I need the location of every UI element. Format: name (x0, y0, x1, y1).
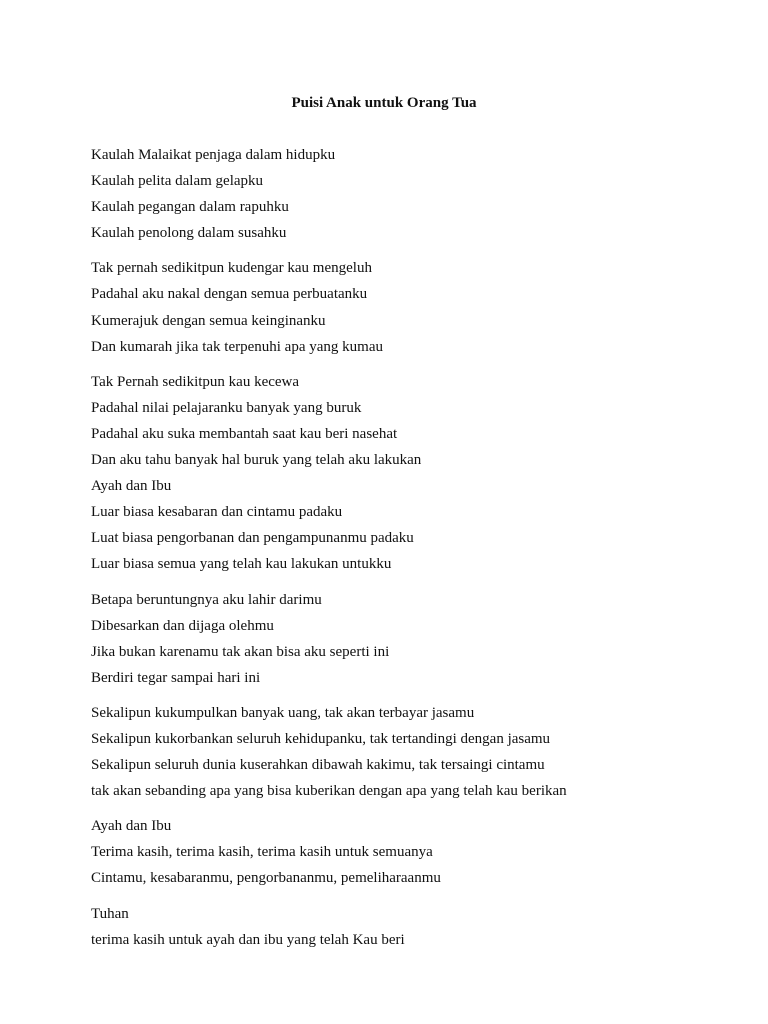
poem-line: Luat biasa pengorbanan dan pengampunanmu padaku (91, 530, 414, 547)
poem-line: Tak pernah sedikitpun kudengar kau mengeluh (91, 260, 372, 277)
poem-line: Luar biasa kesabaran dan cintamu padaku (91, 504, 343, 521)
poem-body (91, 142, 731, 962)
stanza (91, 142, 731, 246)
poem-line: Dan kumarah jika tak terpenuhi apa yang kumau (91, 338, 383, 355)
poem-line: Ayah dan Ibu (91, 478, 172, 495)
poem-line: Ayah dan Ibu (91, 818, 172, 835)
poem-line: Tak Pernah sedikitpun kau kecewa (91, 373, 300, 390)
poem-line: Sekalipun kukumpulkan banyak uang, tak akan terbayar jasamu (91, 704, 475, 721)
poem-line: Dibesarkan dan dijaga olehmu (91, 617, 274, 634)
poem-line: Terima kasih, terima kasih, terima kasih untuk semuanya (91, 844, 433, 861)
stanza (91, 255, 731, 359)
poem-line: Kumerajuk dengan semua keinginanku (91, 312, 326, 329)
poem-line: Padahal aku suka membantah saat kau beri nasehat (91, 425, 398, 442)
stanza (91, 700, 731, 804)
poem-line: Cintamu, kesabaranmu, pengorbananmu, pemeliharaanmu (91, 870, 441, 887)
poem-line: Jika bukan karenamu tak akan bisa aku seperti ini (91, 643, 390, 660)
poem-line: terima kasih untuk ayah dan ibu yang telah Kau beri (91, 931, 405, 948)
poem-line: Kaulah Malaikat penjaga dalam hidupku (91, 147, 336, 163)
poem-line: Kaulah penolong dalam susahku (91, 225, 287, 242)
poem-line: Padahal nilai pelajaranku banyak yang buruk (91, 399, 362, 416)
poem-line: Padahal aku nakal dengan semua perbuatanku (91, 286, 368, 303)
stanza (91, 587, 731, 691)
poem-line: Sekalipun kukorbankan seluruh kehidupanku, tak tertandingi dengan jasamu (91, 730, 551, 747)
poem-line: tak akan sebanding apa yang bisa kuberikan dengan apa yang telah kau berikan (91, 783, 567, 800)
poem-line: Luar biasa semua yang telah kau lakukan untukku (91, 556, 392, 573)
stanza (91, 813, 731, 891)
poem-line: Kaulah pegangan dalam rapuhku (91, 199, 289, 216)
poem-line: Betapa beruntungnya aku lahir darimu (91, 591, 322, 608)
poem-line: Berdiri tegar sampai hari ini (91, 669, 261, 686)
stanza (91, 369, 731, 578)
poem-line: Tuhan (91, 905, 129, 922)
poem-line: Dan aku tahu banyak hal buruk yang telah aku lakukan (91, 452, 422, 469)
document-title: Puisi Anak untuk Orang Tua (291, 95, 477, 111)
poem-line: Sekalipun seluruh dunia kuserahkan dibawah kakimu, tak tersaingi cintamu (91, 757, 545, 774)
poem-line: Kaulah pelita dalam gelapku (91, 173, 264, 190)
stanza (91, 901, 731, 953)
